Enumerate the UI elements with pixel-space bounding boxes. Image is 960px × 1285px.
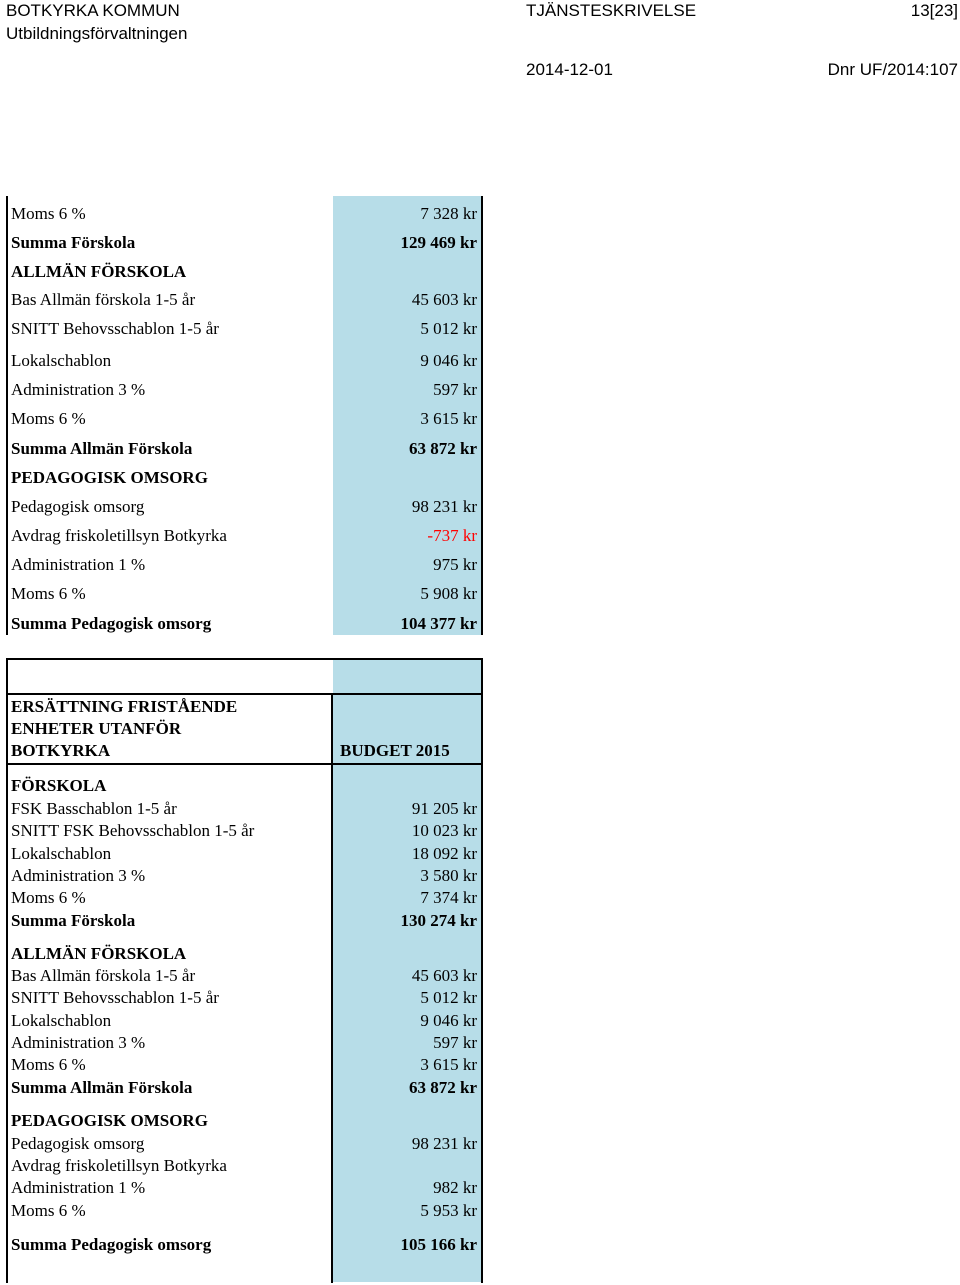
table2-heading-line-3: BOTKYRKA [11, 741, 111, 760]
row-value: 63 872 kr [409, 439, 477, 458]
page-number: 13[23] [910, 1, 958, 20]
row-label: FÖRSKOLA [11, 776, 107, 795]
row-label: Avdrag friskoletillsyn Botkyrka [11, 1156, 227, 1175]
row-value: 5 012 kr [420, 319, 477, 338]
org-name: BOTKYRKA KOMMUN [6, 1, 180, 20]
row-label: Summa Allmän Förskola [11, 439, 193, 458]
table2-right-border [481, 658, 483, 1283]
row-value: 63 872 kr [409, 1078, 477, 1097]
row-label: Moms 6 % [11, 888, 86, 907]
row-value: 975 kr [433, 555, 477, 574]
document-dnr: Dnr UF/2014:107 [827, 60, 958, 79]
row-value: 7 374 kr [420, 888, 477, 907]
row-label: Pedagogisk omsorg [11, 497, 145, 516]
row-label: Administration 3 % [11, 866, 146, 885]
row-value: 9 046 kr [420, 1011, 477, 1030]
row-value: 45 603 kr [411, 966, 477, 985]
row-label: Summa Pedagogisk omsorg [11, 614, 212, 633]
row-value: 45 603 kr [411, 290, 477, 309]
table2-mid-border [331, 693, 333, 1283]
row-label: SNITT Behovsschablon 1-5 år [11, 319, 219, 338]
row-value: 3 615 kr [420, 1055, 477, 1074]
table2-left-border [6, 658, 8, 1283]
row-label: ALLMÄN FÖRSKOLA [11, 944, 187, 963]
row-label: Avdrag friskoletillsyn Botkyrka [11, 526, 227, 545]
row-value: 3 615 kr [420, 409, 477, 428]
row-label: Pedagogisk omsorg [11, 1134, 145, 1153]
row-value: 3 580 kr [420, 866, 477, 885]
row-label: Summa Förskola [11, 233, 136, 252]
table1-left-border [6, 196, 8, 635]
table1-right-border [481, 196, 483, 635]
row-value: 18 092 kr [411, 844, 477, 863]
row-label: Bas Allmän förskola 1-5 år [11, 966, 196, 985]
row-value: 982 kr [433, 1178, 477, 1197]
row-value: 98 231 kr [411, 497, 477, 516]
row-value: 104 377 kr [400, 614, 477, 633]
department-name: Utbildningsförvaltningen [6, 24, 188, 43]
row-value: 130 274 kr [400, 911, 477, 930]
row-label: PEDAGOGISK OMSORG [11, 468, 208, 487]
row-label: ALLMÄN FÖRSKOLA [11, 262, 187, 281]
row-value: 597 kr [433, 1033, 477, 1052]
table2-heading-bottom-border [6, 763, 483, 765]
table2-heading-line-1: ERSÄTTNING FRISTÅENDE [11, 697, 238, 716]
row-value: 597 kr [433, 380, 477, 399]
row-label: Administration 1 % [11, 555, 146, 574]
row-label: Administration 1 % [11, 1178, 146, 1197]
row-value: 91 205 kr [411, 799, 477, 818]
row-value: 98 231 kr [411, 1134, 477, 1153]
row-label: FSK Basschablon 1-5 år [11, 799, 177, 818]
table2-heading [11, 696, 237, 762]
row-label: Moms 6 % [11, 584, 86, 603]
row-label: Lokalschablon [11, 844, 112, 863]
row-label: Administration 3 % [11, 1033, 146, 1052]
row-value: 9 046 kr [420, 351, 477, 370]
row-label: Moms 6 % [11, 1055, 86, 1074]
row-label: SNITT Behovsschablon 1-5 år [11, 988, 219, 1007]
row-label: Administration 3 % [11, 380, 146, 399]
row-label: Moms 6 % [11, 1201, 86, 1220]
row-label: Moms 6 % [11, 409, 86, 428]
row-value: 105 166 kr [400, 1235, 477, 1254]
row-label: Lokalschablon [11, 351, 112, 370]
row-value: 5 012 kr [420, 988, 477, 1007]
row-label: Summa Förskola [11, 911, 136, 930]
row-value: 7 328 kr [420, 204, 477, 223]
row-value: 5 908 kr [420, 584, 477, 603]
row-value: -737 kr [427, 526, 477, 545]
table2-top-border [6, 658, 483, 660]
row-label: SNITT FSK Behovsschablon 1-5 år [11, 821, 255, 840]
row-label: Lokalschablon [11, 1011, 112, 1030]
row-label: PEDAGOGISK OMSORG [11, 1111, 208, 1130]
table2-heading-top-border [6, 693, 483, 695]
row-label: Summa Allmän Förskola [11, 1078, 193, 1097]
row-value: 10 023 kr [411, 821, 477, 840]
row-label: Summa Pedagogisk omsorg [11, 1235, 212, 1254]
row-value: 129 469 kr [400, 233, 477, 252]
row-label: Moms 6 % [11, 204, 86, 223]
table2-heading-line-2: ENHETER UTANFÖR [11, 719, 182, 738]
document-type: TJÄNSTESKRIVELSE [526, 1, 697, 20]
row-value: 5 953 kr [420, 1201, 477, 1220]
budget-label: BUDGET 2015 [340, 741, 450, 760]
document-date: 2014-12-01 [526, 60, 613, 79]
row-label: Bas Allmän förskola 1-5 år [11, 290, 196, 309]
